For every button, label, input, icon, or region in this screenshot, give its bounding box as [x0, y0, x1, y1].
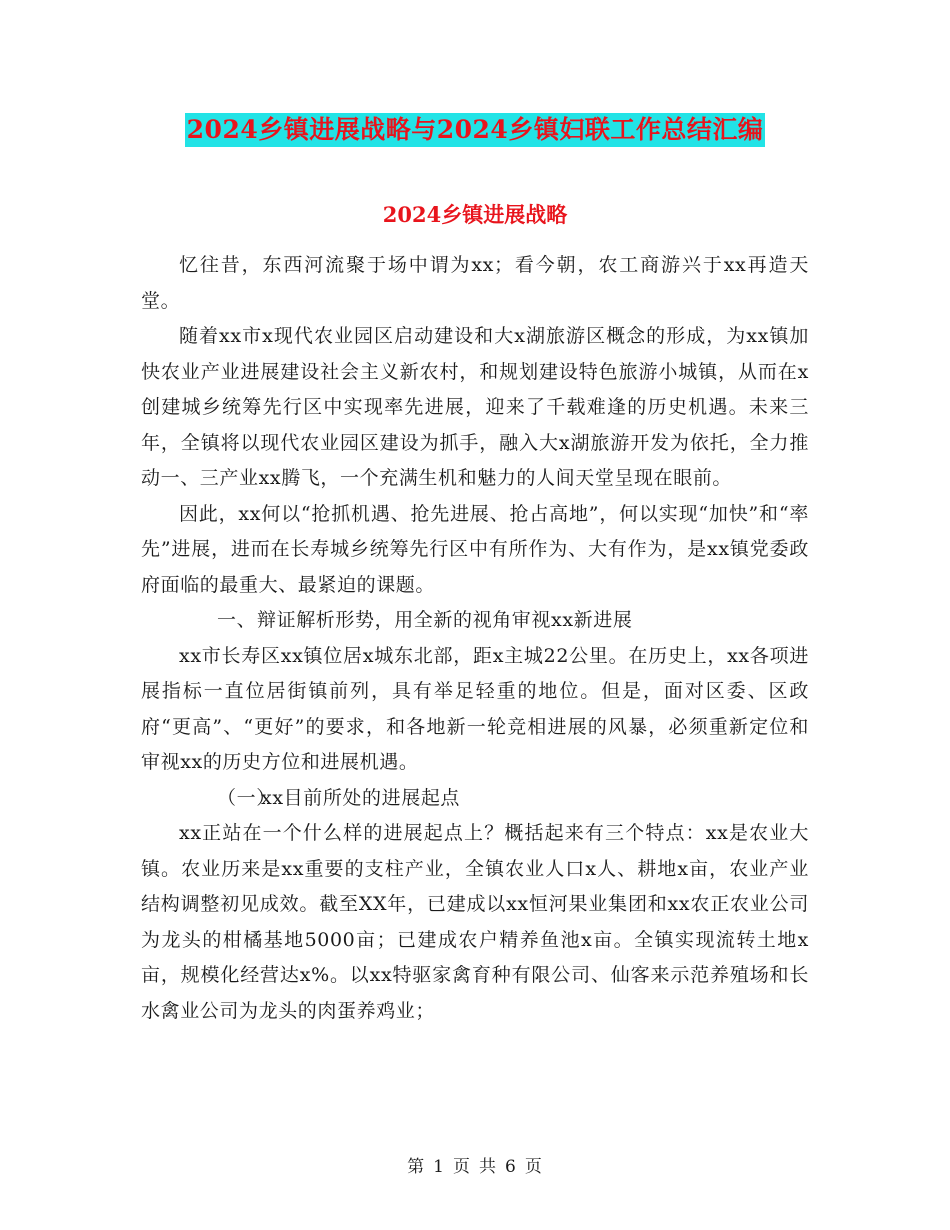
footer-prefix: 第 [407, 1157, 426, 1177]
paragraph-2: 随着xx市x现代农业园区启动建设和大x湖旅游区概念的形成，为xx镇加快农业产业进展建设社会主义新农村，和规划建设特色旅游小城镇，从而在x创建城乡统筹先行区中实现率先进展，迎来了千载难逢的历史机遇。未来三年，全镇将以现代农业园区建设为抓手，融入大x湖旅游开发为依托，全力推动一、三产业xx腾飞，一个充满生机和魅力的人间天堂呈现在眼前。 [141, 325, 809, 489]
section-title: 2024乡镇进展战略 [382, 202, 568, 227]
footer-total-label: 共 [479, 1157, 497, 1177]
heading-2-text: xx目前所处的进展起点 [261, 786, 461, 809]
title-container [0, 113, 950, 147]
footer-page-label: 页 [453, 1157, 471, 1177]
paragraph-4: xx市长寿区xx镇位居x城东北部，距x主城22公里。在历史上，xx各项进展指标一直位居街镇前列，具有举足轻重的地位。但是，面对区委、区政府“更高”、“更好”的要求，和各地新一轮竞相进展的风暴，必须重新定位和审视xx的历史方位和进展机遇。 [141, 644, 809, 773]
paragraph-5: xx正站在一个什么样的进展起点上？概括起来有三个特点：xx是农业大镇。农业历来是xx重要的支柱产业，全镇农业人口x人、耕地x亩，农业产业结构调整初见成效。截至XX年，已建成以xx恒河果业集团和xx农正农业公司为龙头的柑橘基地5000亩；已建成农户精养鱼池x亩。全镇实现流转土地x亩，规模化经营达x%。以xx特驱家禽育种有限公司、仙客来示范养殖场和长水禽业公司为龙头的肉蛋养鸡业； [141, 822, 809, 1022]
document-body [141, 248, 809, 1029]
page-footer [0, 1152, 950, 1177]
footer-page-number: 1 [433, 1157, 445, 1177]
heading-level-1 [141, 603, 809, 639]
heading-level-2 [141, 781, 809, 817]
paragraph-3: 因此，xx何以“抢抓机遇、抢先进展、抢占高地”，何以实现“加快”和“率先”进展，进而在长寿城乡统筹先行区中有所作为、大有作为，是xx镇党委政府面临的最重大、最紧迫的课题。 [141, 502, 809, 596]
heading-1-number: 一、 [217, 609, 257, 631]
heading-2-number: （一） [217, 786, 276, 809]
paragraph-1: 忆往昔，东西河流聚于场中谓为xx；看今朝，农工商游兴于xx再造天堂。 [141, 254, 809, 312]
document-title: 2024乡镇进展战略与2024乡镇妇联工作总结汇编 [185, 113, 766, 147]
footer-suffix: 页 [524, 1157, 543, 1177]
footer-total-pages: 6 [505, 1157, 517, 1177]
heading-1-text: 辩证解析形势，用全新的视角审视xx新进展 [257, 609, 633, 631]
